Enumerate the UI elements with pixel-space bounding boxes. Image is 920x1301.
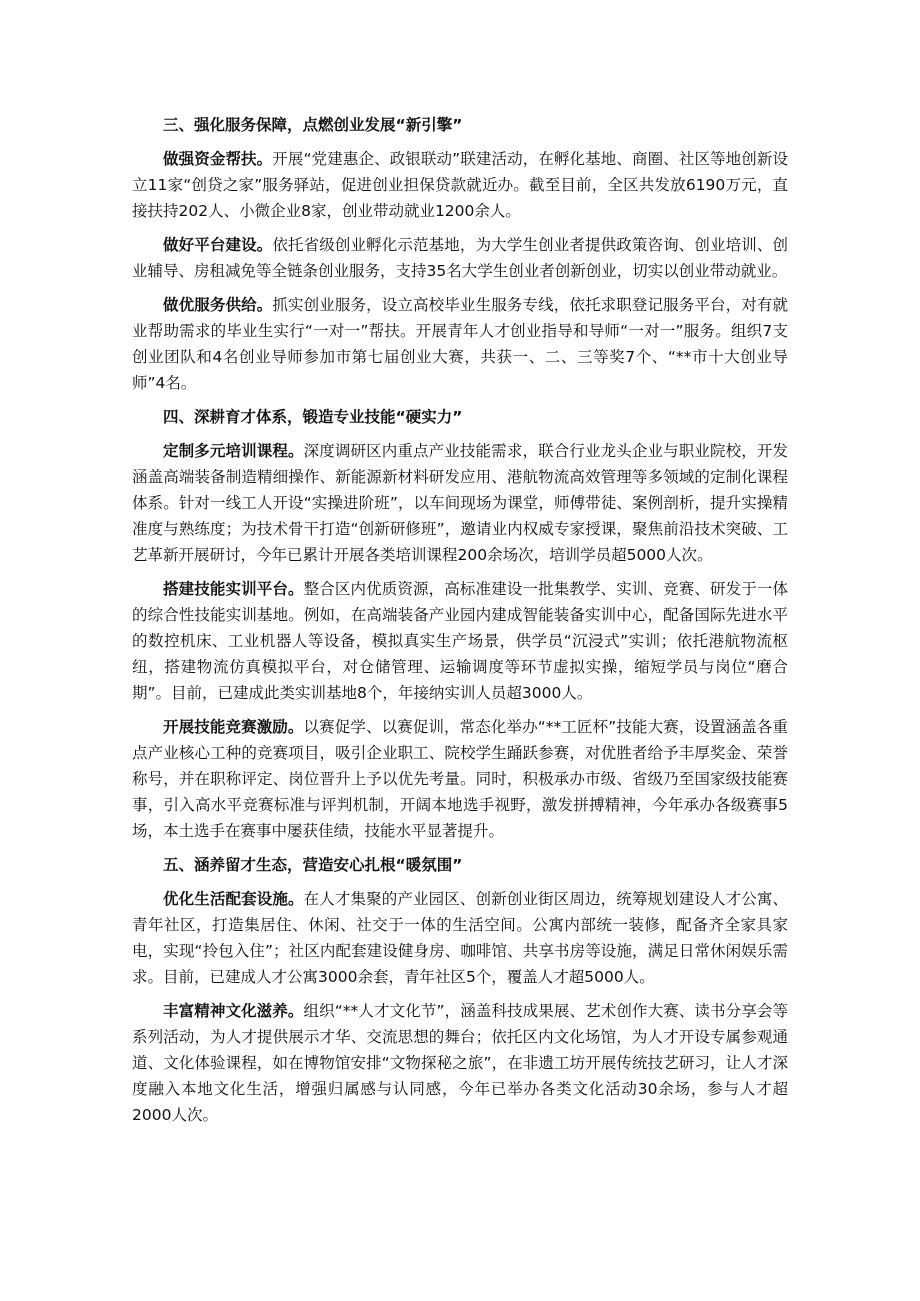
section-heading-5: 五、涵养留才生态，营造安心扎根“暖氛围” (163, 856, 463, 874)
paragraph-lead: 做好平台建设。 (163, 236, 273, 254)
paragraph-skill-competition (132, 714, 788, 844)
paragraph-text: 组织“**人才文化节”，涵盖科技成果展、艺术创作大赛、读书分享会等系列活动，为人才提供展示才华、交流思想的舞台；依托区内文化场馆，为人才开设专属参观通道、文化体验课程，如在博物馆安排“文物探秘之旅”，在非遗工坊开展传统技艺研习，让人才深度融入本地文化生活，增强归属感与认同感，今年已举办各类文化活动30余场，参与人才超2000人次。 (132, 1002, 788, 1124)
paragraph-text: 以赛促学、以赛促训，常态化举办“**工匠杯”技能大赛，设置涵盖各重点产业核心工种的竞赛项目，吸引企业职工、院校学生踊跃参赛，对优胜者给予丰厚奖金、荣誉称号，并在职称评定、岗位晋升上予以优先考量。同时，积极承办市级、省级乃至国家级技能赛事，引入高水平竞赛标准与评判机制，开阔本地选手视野，激发拼搏精神，今年承办各级赛事5场，本土选手在赛事中屡获佳绩，技能水平显著提升。 (132, 718, 788, 840)
paragraph-text: 在人才集聚的产业园区、创新创业街区周边，统筹规划建设人才公寓、青年社区，打造集居住、休闲、社交于一体的生活空间。公寓内部统一装修，配备齐全家具家电，实现“拎包入住”；社区内配套建设健身房、咖啡馆、共享书房等设施，满足日常休闲娱乐需求。目前，已建成人才公寓3000余套，青年社区5个，覆盖人才超5000人。 (132, 890, 788, 986)
paragraph-cultural-enrichment (132, 998, 788, 1128)
paragraph-living-facilities (132, 886, 788, 990)
section-heading-3: 三、强化服务保障，点燃创业发展“新引擎” (163, 116, 463, 134)
paragraph-lead: 开展技能竞赛激励。 (163, 718, 304, 736)
paragraph-text: 深度调研区内重点产业技能需求，联合行业龙头企业与职业院校，开发涵盖高端装备制造精细操作、新能源新材料研发应用、港航物流高效管理等多领域的定制化课程体系。针对一线工人开设“实操进阶班”，以车间现场为课堂，师傅带徒、案例剖析，提升实操精准度与熟练度；为技术骨干打造“创新研修班”，邀请业内权威专家授课，聚焦前沿技术突破、工艺革新开展研讨，今年已累计开展各类培训课程200余场次，培训学员超5000人次。 (132, 442, 788, 564)
paragraph-lead: 搭建技能实训平台。 (163, 580, 304, 598)
paragraph-lead: 优化生活配套设施。 (163, 890, 304, 908)
paragraph-funding-support (132, 146, 788, 224)
paragraph-training-courses (132, 438, 788, 568)
paragraph-training-platform (132, 576, 788, 706)
paragraph-lead: 丰富精神文化滋养。 (163, 1002, 304, 1020)
paragraph-text: 依托省级创业孵化示范基地，为大学生创业者提供政策咨询、创业培训、创业辅导、房租减免等全链条创业服务，支持35名大学生创业者创新创业，切实以创业带动就业。 (132, 236, 788, 280)
paragraph-text: 抓实创业服务，设立高校毕业生服务专线，依托求职登记服务平台，对有就业帮助需求的毕业生实行“一对一”帮扶。开展青年人才创业指导和导师“一对一”服务。组织7支创业团队和4名创业导师参加市第七届创业大赛，共获一、二、三等奖7个、“**市十大创业导师”4名。 (132, 296, 788, 392)
paragraph-text: 整合区内优质资源，高标准建设一批集教学、实训、竞赛、研发于一体的综合性技能实训基地。例如，在高端装备产业园内建成智能装备实训中心，配备国际先进水平的数控机床、工业机器人等设备，模拟真实生产场景，供学员“沉浸式”实训；依托港航物流枢纽，搭建物流仿真模拟平台，对仓储管理、运输调度等环节虚拟实操，缩短学员与岗位“磨合期”。目前，已建成此类实训基地8个，年接纳实训人员超3000人。 (132, 580, 788, 702)
section-heading-4: 四、深耕育才体系，锻造专业技能“硬实力” (163, 408, 463, 426)
paragraph-lead: 定制多元培训课程。 (163, 442, 304, 460)
paragraph-lead: 做强资金帮扶。 (163, 150, 273, 168)
paragraph-platform-building (132, 232, 788, 284)
paragraph-service-supply (132, 292, 788, 396)
paragraph-text: 开展“党建惠企、政银联动”联建活动，在孵化基地、商圈、社区等地创新设立11家“创贷之家”服务驿站，促进创业担保贷款就近办。截至目前，全区共发放6190万元，直接扶持202人、小微企业8家，创业带动就业1200余人。 (132, 150, 788, 220)
paragraph-lead: 做优服务供给。 (163, 296, 273, 314)
